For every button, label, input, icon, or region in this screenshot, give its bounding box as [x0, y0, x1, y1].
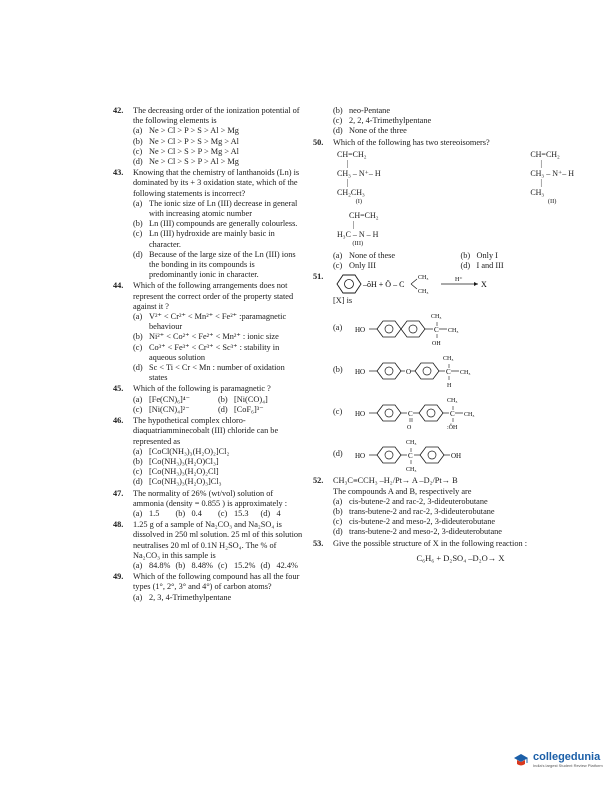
svg-text:OH: OH: [451, 452, 462, 461]
option-b: (b) Ni²⁺ < Co²⁺ < Fe²⁺ < Mn²⁺ : ionic size: [133, 332, 279, 342]
question-49-continued: [313, 106, 588, 137]
question-44: [113, 281, 303, 383]
svg-text:CH₃: CH₃: [447, 398, 458, 405]
option-d: (d) Because of the large size of the Ln (III) ions the bonding in its compounds is predominantly ionic in character.: [133, 249, 296, 280]
option-c: (c) 15.3: [218, 508, 249, 518]
benzene-ring: [337, 275, 361, 293]
graduation-cap-icon: [513, 752, 529, 768]
option-b: (b) Ln (III) compounds are generally colourless.: [133, 219, 298, 229]
catalyst-label: H⁺: [455, 277, 463, 284]
question-text: 1.25 g of a sample of Na₂CO₃ and Na₂SO₄ is dissolved in 250 ml solution. 25 ml of this solution neutralises 20 ml of 0.1N H₂SO₄. The % of Na₂CO₃ in this sample is: [133, 520, 303, 560]
question-number: 53.: [313, 538, 324, 548]
question-text: The decreasing order of the ionization potential of the following elements is: [133, 106, 300, 126]
svg-text:HO: HO: [355, 452, 366, 461]
question-45: [113, 384, 303, 415]
methyl-label: CH₃: [418, 289, 429, 296]
reaction-equation: C₆H₆ + D₂SO₄ –D₂O→ X: [416, 552, 505, 563]
option-d: (d) [Co(NH₃)₃(H₂O)₃]Cl₃: [133, 477, 222, 487]
question-text: Which of the following has two stereoisomers?: [333, 137, 490, 147]
svg-text:C: C: [408, 452, 413, 461]
structure-2: CH=CH₂ | CH₃ – N⁺– H | CH₃ (II): [530, 149, 574, 206]
collegedunia-logo: [513, 752, 603, 768]
aromatic-circle: [345, 280, 354, 289]
option-c: (c) [Co(NH₃)₃(H₂O)₂Cl]: [133, 467, 219, 477]
option-a: (a) 2, 3, 4-Trimethylpentane: [133, 592, 232, 602]
option-d: (d) None of the three: [333, 126, 407, 136]
option-c: (c) Ne > Cl > S > P > Mg > Al: [133, 146, 239, 156]
question-49: [113, 572, 303, 603]
option-b: (b) [Co(NH₃)₃(H₂O)Cl₃]: [133, 456, 219, 466]
question-43: [113, 168, 303, 280]
structure-3: CH=CH₂ | H₃C – N – H (III): [337, 210, 379, 248]
x-is-label: [X] is: [333, 296, 353, 306]
svg-text:C: C: [446, 368, 451, 377]
svg-text:CH₃: CH₃: [406, 440, 417, 447]
option-a: (a) 84.8%: [133, 560, 171, 570]
structure-a: [355, 308, 555, 348]
svg-text:HO: HO: [355, 368, 366, 377]
structure-c: [355, 392, 555, 432]
question-number: 46.: [113, 416, 124, 426]
right-column: [313, 106, 588, 564]
option-c: (c) Ln (III) hydroxide are mainly basic in character.: [133, 229, 275, 249]
question-number: 42.: [113, 106, 124, 115]
question-number: 50.: [313, 137, 324, 147]
question-47: [113, 489, 303, 520]
question-number: 48.: [113, 520, 124, 530]
svg-text:CH₃: CH₃: [443, 356, 454, 363]
option-a: (a) HO C CH₃ CH₃ OH: [333, 308, 588, 348]
question-number: 51.: [313, 272, 324, 282]
option-d: (d) HO C CH₃ CH₃ OH: [333, 434, 588, 474]
svg-text:OH: OH: [432, 341, 441, 348]
svg-text:HO: HO: [355, 410, 366, 419]
question-number: 47.: [113, 488, 124, 498]
option-c: (c) Only III: [333, 261, 376, 271]
svg-text:O: O: [406, 368, 412, 377]
option-a: (a) The ionic size of Ln (III) decrease in general with increasing atomic number: [133, 198, 298, 219]
option-d: (d) trans-butene-2 and meso-2, 3-dideuterobutane: [333, 527, 502, 537]
question-53: [313, 539, 588, 563]
logo-tagline: India's largest Student Review Platform: [533, 763, 603, 768]
option-a: (a) [Fe(CN)₆]⁴⁻: [133, 394, 191, 404]
option-c: (c) Co³⁺ < Fe³⁺ < Cr³⁺ < Sc³⁺ : stability in aqueous solution: [133, 342, 280, 362]
svg-text:C: C: [450, 410, 455, 419]
svg-text:CH₃: CH₃: [460, 370, 471, 377]
structure-b: [355, 350, 555, 390]
option-a: (a) Ne > Cl > P > S > Al > Mg: [133, 126, 239, 136]
question-52: [313, 476, 588, 537]
option-b: (b) Ne > Cl > P > S > Mg > Al: [133, 136, 239, 146]
option-a: (a) V²⁺ < Cr²⁺ < Mn²⁺ < Fe²⁺ :paramagnetic behaviour: [133, 312, 287, 332]
svg-text:CH₃: CH₃: [464, 412, 475, 419]
question-50: [313, 138, 588, 272]
svg-text:C: C: [434, 326, 439, 335]
question-number: 45.: [113, 384, 124, 394]
question-number: 52.: [313, 476, 324, 486]
option-a: (a) None of these: [333, 250, 396, 260]
question-46: [113, 416, 303, 487]
option-d: (d) [CoF₆]³⁻: [218, 404, 264, 414]
question-51: [313, 272, 588, 474]
reagent-text: –ŏH + Ö – C: [363, 280, 405, 290]
question-42: [113, 106, 303, 167]
svg-text:HO: HO: [355, 326, 366, 335]
structures-row: [333, 148, 588, 209]
question-number: 43.: [113, 168, 124, 178]
option-c: (c) HO C O C CH₃ CH₃ :ŎH: [333, 392, 588, 432]
question-number: 49.: [113, 572, 124, 582]
logo-name: collegedunia: [533, 751, 601, 763]
svg-text:CH₃: CH₃: [406, 467, 417, 474]
structures-row: [333, 209, 588, 251]
svg-text::ŎH: :ŎH: [447, 425, 458, 432]
structure-d: [355, 434, 555, 474]
question-text: The normality of 26% (wt/vol) solution of ammonia (density = 0.855 ) is approximately :: [133, 488, 287, 508]
question-48: [113, 520, 303, 571]
question-text: CH₃C≡CCH₃ –H₂/Pt→ A –D₂/Pt→ B: [333, 476, 458, 486]
option-c: (c) 15.2%: [218, 560, 256, 570]
reaction-diagram: [333, 272, 583, 296]
question-text: Knowing that the chemistry of lanthanoids (Ln) is dominated by its + 3 oxidation state, which of the following statements is incorrect?: [133, 168, 300, 198]
option-d: (d) 42.4%: [260, 560, 298, 570]
option-b: (b) HO O C CH₃ CH₃ H: [333, 350, 588, 390]
question-text: Which of the following compound has all the four types (1°, 2°, 3° and 4°) of carbon atoms?: [133, 572, 300, 592]
option-a: (a) [CoCl(NH₃)₃(H₂O)₂]Cl₂: [133, 446, 230, 456]
option-b: (b) neo-Pentane: [333, 106, 391, 115]
question-subtext: The compounds A and B, respectively are: [333, 486, 472, 496]
question-text: Which of the following is paramagnetic ?: [133, 384, 271, 394]
methyl-label: CH₃: [418, 275, 429, 282]
option-a: (a) 1.5: [133, 508, 160, 518]
question-number: 44.: [113, 281, 124, 291]
option-b: (b) trans-butene-2 and rac-2, 3-dideuterobutane: [333, 507, 495, 517]
option-c: (c) 2, 2, 4-Trimethylpentane: [333, 116, 432, 126]
option-d: (d) 4: [260, 508, 281, 518]
option-c: (c) cis-butene-2 and meso-2, 3-dideuterobutane: [333, 517, 496, 527]
question-text: Give the possible structure of X in the following reaction :: [333, 538, 528, 548]
option-b: (b) 0.4: [175, 508, 202, 518]
option-b: (b) Only I: [460, 250, 498, 260]
svg-text:CH₃: CH₃: [431, 314, 442, 321]
option-b: (b) [Ni(CO)₄]: [218, 394, 268, 404]
svg-text:H: H: [447, 383, 452, 390]
question-text: Which of the following arrangements does not represent the correct order of the property stated against it ?: [133, 281, 294, 311]
question-text: The hypothetical complex chloro-diaquatriamminecobalt (III) chloride can be represented as: [133, 416, 279, 446]
option-c: (c) [Ni(CN)₄]²⁻: [133, 404, 190, 414]
option-a: (a) cis-butene-2 and rac-2, 3-dideuterobutane: [333, 496, 488, 506]
structure-1: CH=CH₂ | CH₃ – N⁺– H | CH₂CH₃ (I): [337, 149, 381, 206]
option-d: (d) Sc < Ti < Cr < Mn : number of oxidation states: [133, 363, 285, 383]
svg-text:CH₃: CH₃: [448, 328, 459, 335]
svg-text:O: O: [407, 425, 412, 432]
option-b: (b) 8.48%: [175, 560, 213, 570]
left-column: [113, 106, 303, 604]
option-d: (d) I and III: [460, 261, 504, 271]
option-d: (d) Ne > Cl > S > P > Al > Mg: [133, 157, 239, 167]
svg-text:C: C: [408, 410, 413, 419]
product-x: X: [481, 280, 487, 290]
